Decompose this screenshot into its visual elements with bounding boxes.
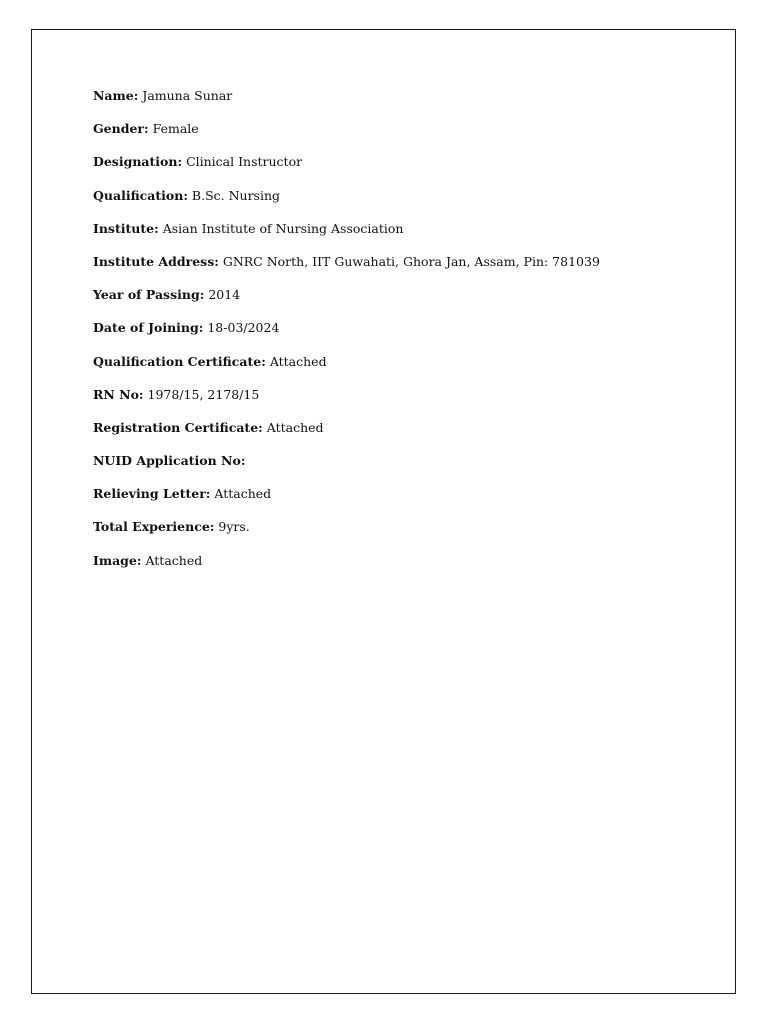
field-label: Registration Certificate:	[93, 419, 263, 435]
field-label: Total Experience:	[93, 519, 215, 535]
field-value: 9yrs.	[218, 519, 250, 535]
field-image	[93, 551, 600, 584]
field-label: Name:	[93, 88, 139, 103]
field-value: Attached	[145, 552, 203, 568]
field-value: Female	[152, 121, 199, 137]
field-gender	[93, 119, 600, 152]
field-label: Date of Joining:	[93, 320, 204, 336]
field-qualification	[93, 186, 600, 219]
field-label: RN No:	[93, 386, 144, 402]
field-registration-certificate	[93, 418, 600, 451]
document-page	[31, 29, 736, 994]
field-rn-no	[93, 385, 600, 418]
field-label: Institute:	[93, 220, 159, 236]
field-nuid-application-no	[93, 451, 600, 484]
field-value: Jamuna Sunar	[142, 88, 233, 103]
field-value: Attached	[269, 353, 327, 369]
field-value: Attached	[266, 419, 324, 435]
field-relieving-letter	[93, 484, 600, 517]
field-value: GNRC North, IIT Guwahati, Ghora Jan, Assam, Pin: 781039	[222, 253, 600, 269]
field-total-experience	[93, 517, 600, 550]
field-value: Asian Institute of Nursing Association	[162, 220, 404, 236]
field-label: Relieving Letter:	[93, 486, 211, 502]
field-label: Qualification:	[93, 187, 188, 203]
field-name	[93, 86, 600, 119]
field-institute-address	[93, 252, 600, 285]
field-value: Attached	[214, 486, 272, 502]
field-institute	[93, 219, 600, 252]
field-date-of-joining	[93, 318, 600, 351]
details-list	[93, 86, 600, 584]
field-label: Qualification Certificate:	[93, 353, 266, 369]
field-value: 18-03/2024	[207, 320, 280, 336]
field-label: Gender:	[93, 121, 149, 137]
field-label: Designation:	[93, 154, 183, 170]
field-designation	[93, 152, 600, 185]
field-label: Year of Passing:	[93, 287, 205, 303]
field-value: Clinical Instructor	[186, 154, 303, 170]
field-label: NUID Application No:	[93, 453, 246, 469]
field-value: 2014	[208, 287, 241, 303]
field-year-of-passing	[93, 285, 600, 318]
field-label: Institute Address:	[93, 253, 219, 269]
field-value: 1978/15, 2178/15	[147, 386, 260, 402]
field-qualification-certificate	[93, 352, 600, 385]
field-value: B.Sc. Nursing	[191, 187, 281, 203]
field-label: Image:	[93, 552, 142, 568]
